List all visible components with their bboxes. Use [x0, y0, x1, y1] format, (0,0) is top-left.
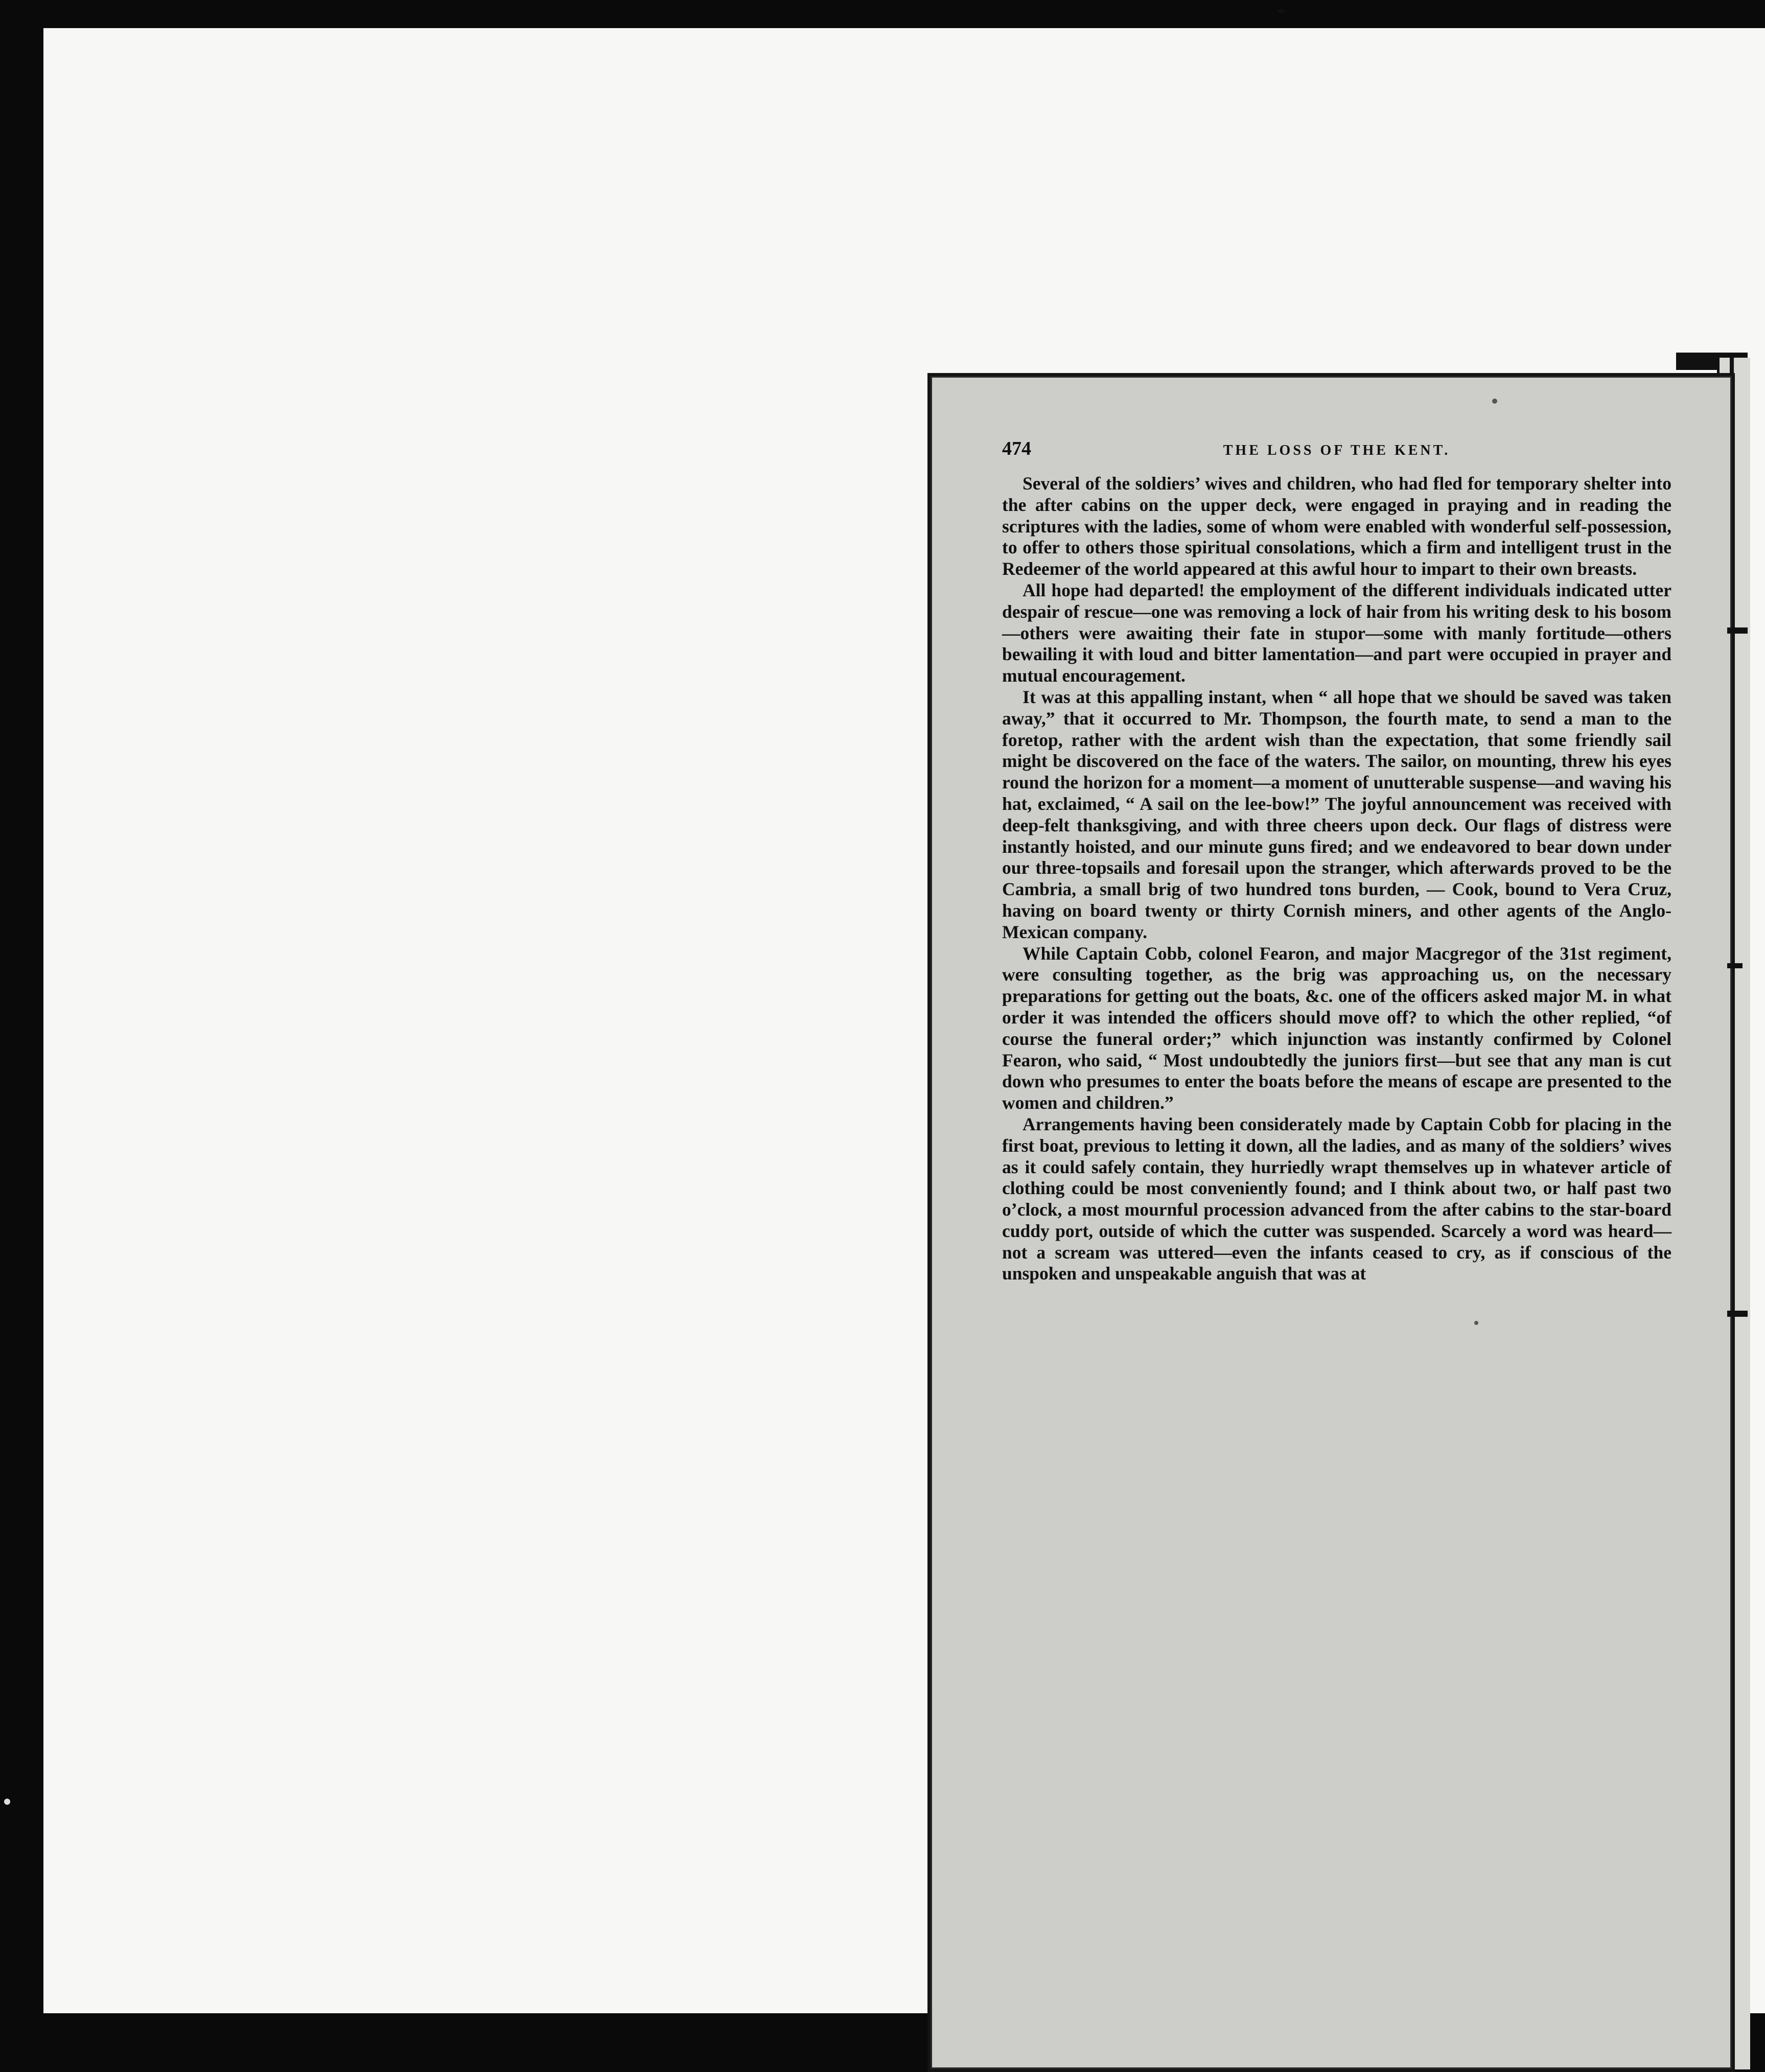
film-speck	[4, 1799, 10, 1805]
page-content	[1002, 437, 1671, 1285]
edge-mark	[1727, 963, 1743, 968]
paragraph-1: Several of the soldiers’ wives and children, who had fled for temporary shelter into the after cabins on the upper deck, were engaged in praying and in reading the scriptures with the ladies, some of whom were enabled with wonderful self-possession, to offer to others those spiritual consolations, which a firm and intelligent trust in the Redeemer of the world appeared at this awful hour to impart to their own breasts.	[1002, 473, 1671, 579]
film-speck	[1474, 1321, 1478, 1325]
running-title: THE LOSS OF THE KENT.	[1223, 443, 1451, 458]
paragraph-2: All hope had departed! the employment of the different individuals indicated utter despair of rescue—one was removing a lock of hair from his writing desk to his bosom—others were awaiting their fate in stupor—some with manly fortitude—others bewailing it with loud and bitter lamentation—and part were occupied in prayer and mutual encouragement.	[1002, 579, 1671, 686]
film-speck	[1492, 399, 1497, 404]
film-speck	[1278, 9, 1285, 13]
edge-mark	[1727, 1311, 1748, 1317]
scanned-page	[927, 373, 1735, 2072]
edge-mark	[1727, 627, 1748, 634]
paragraph-3: It was at this appalling instant, when “ all hope that we should be saved was taken away,” that it occurred to Mr. Thompson, the fourth mate, to send a man to the foretop, rather with the ardent wish than the expectation, that some friendly sail might be discovered on the face of the waters. The sailor, on mounting, threw his eyes round the horizon for a moment—a moment of unutterable suspense—and waving his hat, exclaimed, “ A sail on the lee-bow!” The joyful announcement was received with deep-felt thanksgiving, and with three cheers upon deck. Our flags of distress were instantly hoisted, and our minute guns fired; and we endeavored to bear down under our three-topsails and foresail upon the stranger, which afterwards proved to be the Cambria, a small brig of two hundred tons burden, — Cook, bound to Vera Cruz, having on board twenty or thirty Cornish miners, and other agents of the Anglo-Mexican company.	[1002, 686, 1671, 942]
page-number: 474	[1002, 438, 1031, 459]
body-text	[1002, 473, 1671, 1285]
running-head	[1002, 437, 1671, 468]
paragraph-5: Arrangements having been considerately made by Captain Cobb for placing in the first boat, previous to letting it down, all the ladies, and as many of the soldiers’ wives as it could safely contain, they hurriedly wrapt themselves up in whatever article of clothing could be most conveniently found; and I think about two, or half past two o’clock, a most mournful procession advanced from the after cabins to the star-board cuddy port, outside of which the cutter was suspended. Scarcely a word was heard—not a scream was uttered—even the infants ceased to cry, as if conscious of the unspoken and unspeakable anguish that was at	[1002, 1113, 1671, 1284]
paragraph-4: While Captain Cobb, colonel Fearon, and major Macgregor of the 31st regiment, were consulting together, as the brig was approaching us, on the necessary preparations for getting out the boats, &c. one of the officers asked major M. in what order it was intended the officers should move off? to which the other replied, “of course the funeral order;” which injunction was instantly confirmed by Colonel Fearon, who said, “ Most undoubtedly the juniors first—but see that any man is cut down who presumes to enter the boats before the means of escape are presented to the women and children.”	[1002, 943, 1671, 1113]
